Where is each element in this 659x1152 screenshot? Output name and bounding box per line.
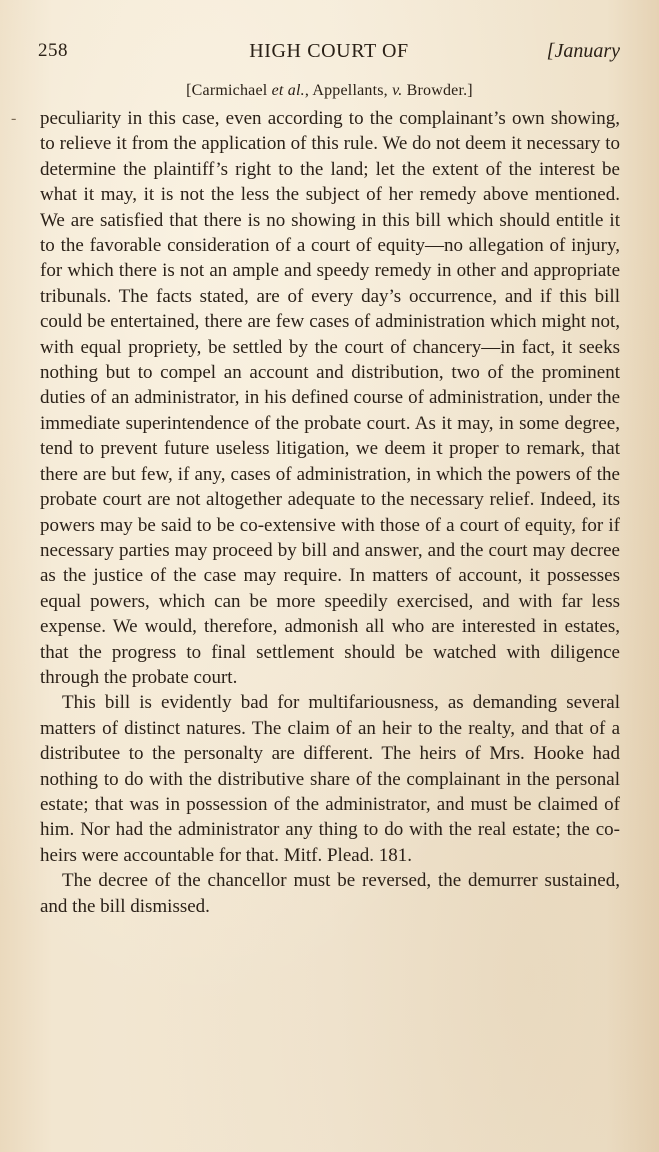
header-month: [January [546, 40, 620, 62]
opinion-text [40, 106, 620, 919]
running-head: HIGH COURT OF [249, 40, 409, 62]
caption-middle: , Appellants, [304, 82, 393, 99]
case-caption [0, 82, 659, 100]
page-number: 258 [38, 40, 68, 61]
paragraph-multifariousness: This bill is evidently bad for multifariousness, as demanding several matters of distinct natures. The claim of an heir to the realty, and that of a distributee to the personalty are different. The heirs of Mrs. Hooke had nothing to do with the distributive share of the complainant in the personal estate; that was in possession of the administrator, and must be claimed of him. Nor had the administrator any thing to do with the real estate; the co-heirs were accountable for that. Mitf. Plead. 181. [40, 692, 620, 866]
caption-close: Browder.] [402, 82, 473, 99]
caption-versus: v. [392, 82, 403, 99]
paragraph-continuation: peculiarity in this case, even according to the complainant’s own showing, to relieve it from the application of this rule. We do not deem it necessary to determine the plaintiff’s right to the land; let the extent of the interest be what it may, it is not the less the subject of her remedy above mentioned. We are satisfied that there is no showing in this bill which should entitle it to the favorable consideration of a court of equity—no allegation of injury, for which there is not an ample and speedy remedy in other and appropriate tribunals. The facts stated, are of every day’s occurrence, and if this bill could be entertained, there are few cases of administration which might not, with equal propriety, be settled by the court of chancery—in fact, it seeks nothing but to compel an account and distribution, two of the prominent duties of an administrator, in his defined course of administration, under the immediate superintendence of the probate court. As it may, in some degree, tend to prevent future useless litigation, we deem it proper to remark, that there are but few, if any, cases of administration, in which the powers of the probate court are not altogether adequate to the necessary relief. Indeed, its powers may be said to be co-extensive with those of a court of equity, for if necessary parties may proceed by bill and answer, and the court may decree as the justice of the case may require. In matters of account, it possesses equal powers, which can be more speedily exercised, and with far less expense. We would, therefore, admonish all who are interested in estates, that the progress to final settlement should be watched with diligence through the probate court. [40, 108, 620, 688]
caption-et-al: et al. [271, 82, 305, 99]
margin-mark: - [11, 110, 17, 127]
paragraph-decree: The decree of the chancellor must be reversed, the demurrer sustained, and the bill dismissed. [40, 870, 620, 917]
caption-open: [Carmichael [186, 82, 272, 99]
page-header [38, 40, 620, 70]
